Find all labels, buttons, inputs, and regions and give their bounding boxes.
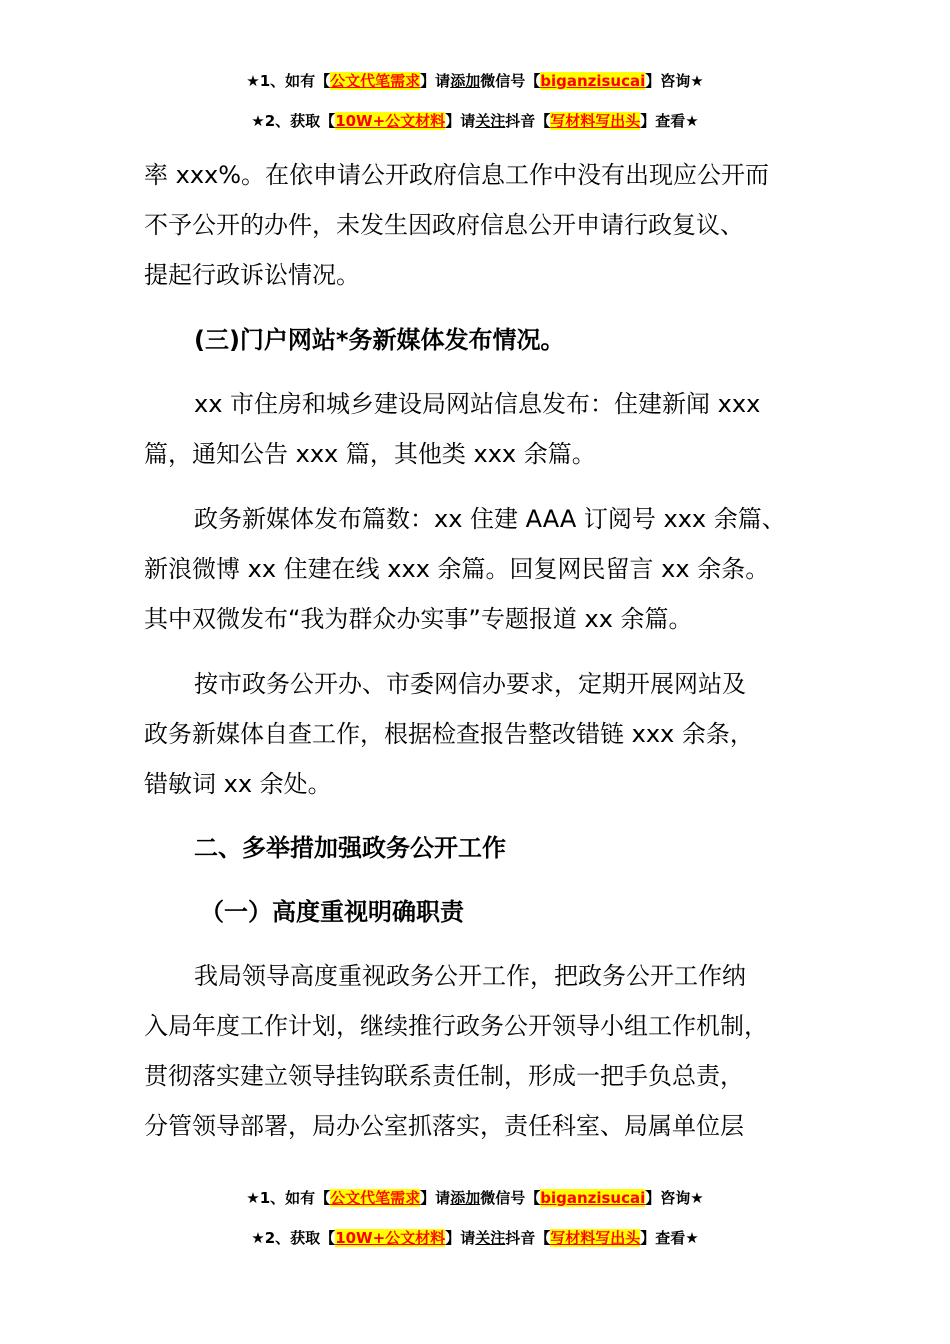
banner-text: 抖音【 [505, 112, 551, 130]
banner-text: 】请 [445, 1229, 476, 1247]
footer-banner-line-2 [0, 1228, 950, 1248]
text-line: 错敏词 xx 余处。 [144, 770, 332, 798]
paragraph-continuation [144, 150, 814, 300]
banner-underlined: 关注 [475, 112, 506, 130]
text-line: 我局领导高度重视政务公开工作，把政务公开工作纳 [194, 962, 746, 990]
banner-highlight: biganzisucai [540, 1189, 646, 1207]
banner-text: 微信号【 [480, 1189, 541, 1207]
subsection-heading-1: （一）高度重视明确职责 [200, 898, 464, 926]
banner-text: ★2、获取【 [251, 112, 336, 130]
banner-highlight: 写材料写出头 [550, 112, 641, 130]
paragraph-self-inspection [144, 659, 814, 809]
text-line: 按市政务公开办、市委网信办要求，定期开展网站及 [194, 670, 746, 698]
banner-underlined: 关注 [475, 1229, 506, 1247]
banner-text: 】咨询★ [645, 1189, 704, 1207]
banner-underlined: 添加 [450, 1189, 481, 1207]
banner-text: 】咨询★ [645, 72, 704, 90]
text-line: 率 xxx%。在依申请公开政府信息工作中没有出现应公开而 [144, 161, 770, 189]
banner-text: ★1、如有【 [246, 72, 331, 90]
text-line: 贯彻落实建立领导挂钩联系责任制，形成一把手负总责， [144, 1062, 744, 1090]
text-line: 不予公开的办件，未发生因政府信息公开申请行政复议、 [144, 211, 744, 239]
text-line: 政务新媒体发布篇数：xx 住建 AAA 订阅号 xxx 余篇、 [194, 505, 786, 533]
paragraph-website-publishing [144, 379, 814, 479]
section-heading-2: 二、多举措加强政务公开工作 [194, 834, 506, 862]
text-line: 新浪微博 xx 住建在线 xxx 余篇。回复网民留言 xx 余条。 [144, 555, 770, 583]
banner-highlight: 公文代笔需求 [330, 72, 421, 90]
text-line: 其中双微发布“我为群众办实事”专题报道 xx 余篇。 [144, 605, 693, 633]
banner-highlight: 10W+公文材料 [335, 112, 446, 130]
banner-text: 微信号【 [480, 72, 541, 90]
banner-text: 】查看★ [640, 1229, 699, 1247]
header-banner-line-1 [0, 71, 950, 91]
header-banner-line-2 [0, 111, 950, 131]
footer-banner-line-1 [0, 1188, 950, 1208]
paragraph-leadership [144, 951, 814, 1151]
banner-text: ★2、获取【 [251, 1229, 336, 1247]
banner-text: 】请 [420, 72, 451, 90]
banner-text: 抖音【 [505, 1229, 551, 1247]
text-line: 分管领导部署，局办公室抓落实，责任科室、局属单位层 [144, 1112, 744, 1140]
banner-highlight: 写材料写出头 [550, 1229, 641, 1247]
text-line: xx 市住房和城乡建设局网站信息发布：住建新闻 xxx [194, 390, 761, 418]
banner-text: 】请 [445, 112, 476, 130]
banner-text: 】请 [420, 1189, 451, 1207]
banner-text: 】查看★ [640, 112, 699, 130]
text-line: 提起行政诉讼情况。 [144, 261, 360, 289]
paragraph-new-media [144, 494, 814, 644]
section-heading-portal: (三)门户网站*务新媒体发布情况。 [194, 326, 565, 354]
text-line: 入局年度工作计划，继续推行政务公开领导小组工作机制， [144, 1012, 768, 1040]
banner-underlined: 添加 [450, 72, 481, 90]
text-line: 篇，通知公告 xxx 篇，其他类 xxx 余篇。 [144, 440, 596, 468]
banner-highlight: biganzisucai [540, 72, 646, 90]
banner-highlight: 公文代笔需求 [330, 1189, 421, 1207]
banner-text: ★1、如有【 [246, 1189, 331, 1207]
banner-highlight: 10W+公文材料 [335, 1229, 446, 1247]
text-line: 政务新媒体自查工作，根据检查报告整改错链 xxx 余条， [144, 720, 754, 748]
